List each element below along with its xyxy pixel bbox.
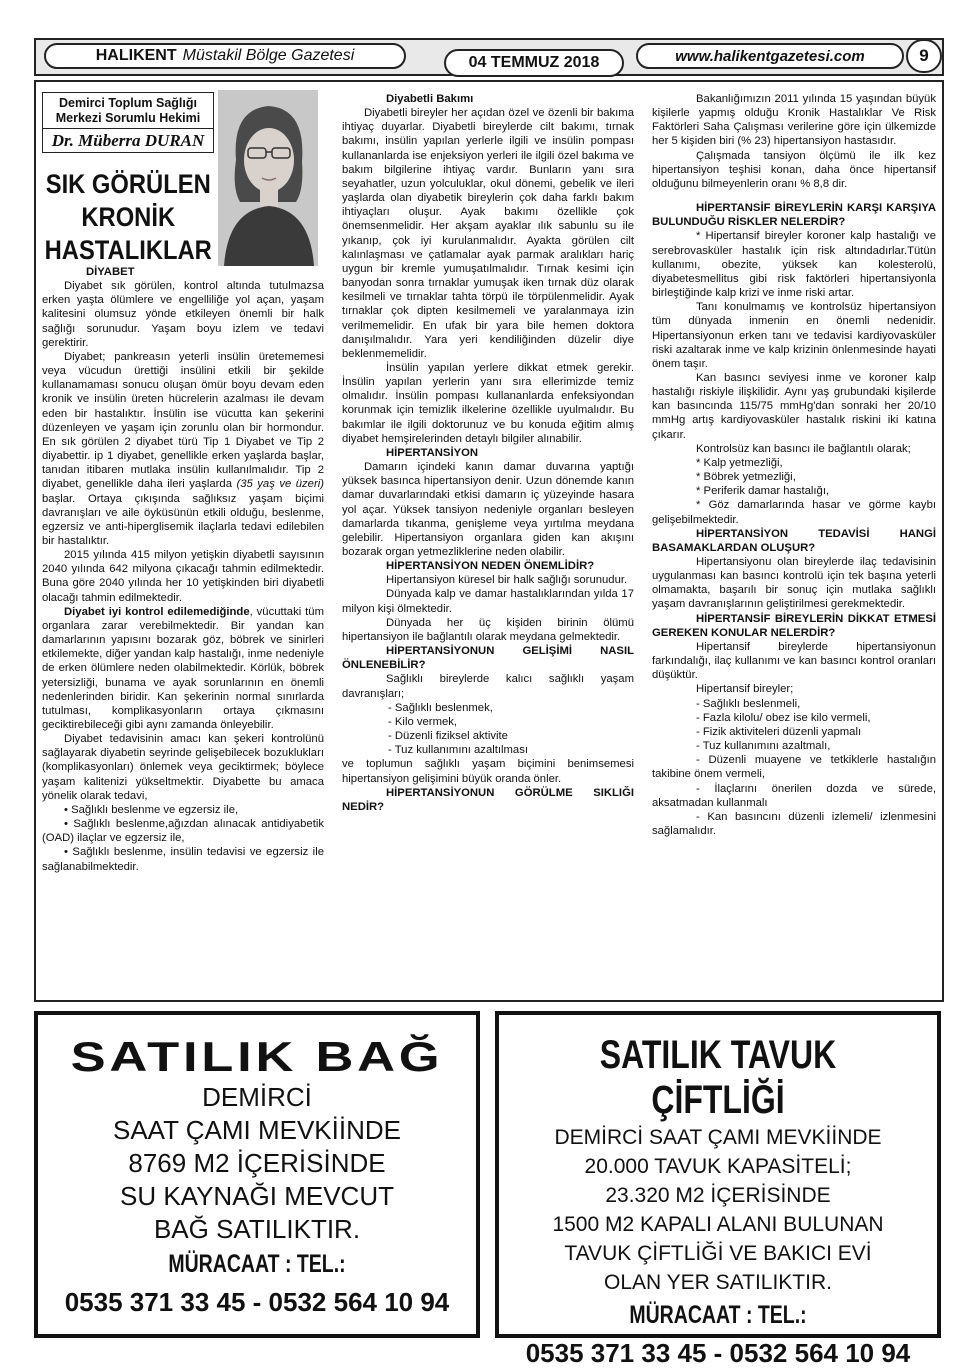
newspaper-subtitle: Müstakil Bölge Gazetesi (182, 47, 355, 64)
paragraph-bold: Diyabet iyi kontrol edilemediğinde (64, 605, 250, 618)
ad-line: DEMİRCİ (202, 1082, 312, 1112)
masthead-pill (44, 43, 406, 69)
list-item: - Tuz kullanımını azaltılması (388, 744, 529, 757)
newspaper-name: HALIKENT (95, 47, 177, 64)
paragraph: Hipertansif bireylerde hipertansiyonun farkındalığı, ilaç kullanımı ve kan basıncı kontrol oranları düşüktür. (652, 640, 936, 682)
ad-title: SATILIK TAVUK ÇİFTLİĞİ (599, 1033, 837, 1122)
ad-line: TAVUK ÇİFTLİĞİ VE BAKICI EVİ (564, 1242, 872, 1265)
section-heading: Diyabetli Bakımı (386, 93, 474, 105)
ad-contact: MÜRACAAT : TEL.: (629, 1301, 807, 1329)
list-item: - Fizik aktiviteleri düzenli yapmalı (696, 725, 862, 738)
list-item: - Fazla kilolu/ obez ise kilo vermeli, (696, 711, 871, 724)
paragraph: ve toplumun sağlıklı yaşam biçimini benimsemesi hipertansiyon gelişimini büyük oranda önler. (342, 758, 634, 785)
ad-line: SAAT ÇAMI MEVKİİNDE (113, 1115, 401, 1145)
section-heading: HİPERTANSİF BİREYLERİN KARŞI KARŞIYA BULUNDUĞU RİSKLER NELERDİR? (652, 202, 936, 229)
list-item: * Böbrek yetmezliği, (696, 471, 796, 484)
paragraph: Çalışmada tansiyon ölçümü ile ilk kez hipertansiyon teşhisi konan, daha önce hipertansif olduğunu bilmeyenlerin oranı % 8,8 dir. (652, 149, 936, 190)
section-heading: HİPERTANSİYONUN GÖRÜLME SIKLIĞI NEDİR? (342, 786, 634, 813)
paragraph: Dünyada her üç kişiden birinin ölümü hipertansiyon ile bağlantılı olarak meydana gelmektedir. (342, 616, 634, 643)
paragraph: Hipertansiyon küresel bir halk sağlığı sorunudur. (386, 574, 628, 587)
paragraph: Kan basıncı seviyesi inme ve koroner kalp hastalığı riskiyle ilişkilidir. Aynı yaş grubundaki kişilerde kan basıncında 115/75 mmHg'dan sonraki her 20/10 mmHg artış kardiyovasküler hastalık riskini iki katına çıkarır. (652, 371, 936, 441)
list-item: * Periferik damar hastalığı, (696, 485, 830, 498)
bullet-item: • Sağlıklı beslenme ve egzersiz ile, (64, 803, 239, 816)
paragraph: Hipertansif bireyler; (696, 683, 794, 696)
list-item: - Sağlıklı beslenmek, (388, 701, 493, 714)
article-frame (34, 80, 944, 1002)
paragraph: 2015 yılında 415 milyon yetişkin diyabetli sayısının 2040 yılında 642 milyona çıkacağı tahmin edilmektedir. Buna göre 2040 yılında her 10 yetişkinden biri diyabetli olacağı tahmin edilmektedir. (42, 549, 324, 604)
section-heading: HİPERTANSİYONUN GELİŞİMİ NASIL ÖNLENEBİLİR? (342, 645, 634, 672)
article-column-1 (42, 265, 324, 874)
section-heading: DİYABET (86, 266, 135, 278)
paragraph: Sağlıklı bireylerde kalıcı sağlıklı yaşam davranışları; (342, 673, 634, 700)
section-heading: HİPERTANSİYON NEDEN ÖNEMLİDİR? (386, 560, 595, 573)
paragraph: Tanı konulmamış ve kontrolsüz hipertansiyon tüm dünyada inmenin en önemli nedenidir. Hipertansiyonun erken tanı ve tedavisi kardiyovasküler riski azaltarak inme ve kalp krizinin önlenmesinde hayati önem taşır. (652, 301, 936, 370)
list-item: - İlaçlarını önerilen dozda ve sürede, aksatmadan kullanmalı (652, 782, 936, 809)
headline-line: SIK GÖRÜLEN (45, 169, 211, 199)
paragraph: Diyabet sık görülen, kontrol altında tutulmazsa erken yaşta ölümlere ve engelliliğe yol açan, yaşam kalitesini olumsuz yönde etkileyen önemli bir halk sağlığı sorunudur. Yaşam boyu izlem ve tedavi gerektirir. (42, 280, 324, 349)
list-item: * Göz damarlarında hasar ve görme kaybı gelişebilmektedir. (652, 499, 936, 526)
ad-phone[interactable]: 0535 371 33 45 - 0532 564 10 94 (525, 1338, 911, 1368)
bullet-item: • Sağlıklı beslenme, insülin tedavisi ve egzersiz ile sağlanabilmektedir. (42, 846, 324, 873)
ad-line: OLAN YER SATILIKTIR. (604, 1271, 832, 1294)
list-item: - Düzenli fiziksel aktivite (388, 730, 508, 743)
paragraph: * Hipertansif bireyler koroner kalp hastalığı ve serebrovasküler hastalık için risk altındadırlar.Tütün kullanımı, obezite, yüksek kan kolesterolü, diyabetesmellitus gibi risk faktörleri hipertansiyonla birleştiğinde kalp krizi ve inme riski artar. (652, 230, 936, 300)
paragraph: Diyabet tedavisinin amacı kan şekeri kontrolünü sağlayarak diyabetin seyrinde gelişebilecek bozuklukları (komplikasyonları) önlemek veya geciktirmek; böylece yaşam kalitenizi yükseltmektir. Diyabette bu amaca yönelik olarak tedavi, (42, 733, 324, 802)
paragraph-text: , vücuttaki tüm organlara zarar verebilmektedir. Bir yandan kan damarlarının yapısını bozarak göz, böbrek ve sinirleri etkilemekte, diğer yandan kalp hastalığı, inme nedeniyle de erken ölümlere neden olabilmektedir. Körlük, böbrek yetersizliği, bunama ve ayak sorunlarının en önemli nedenlerinden biridir. Kan şekerinin normal sınırlarda tutulması, komplikasyonların ortaya çıkmasını geciktirebileceği gibi aynı zamanda önleyebilir. (42, 605, 324, 731)
list-item: - Düzenli muayene ve tetkiklerle hastalığın takibine önem vermeli, (652, 754, 936, 781)
website-link[interactable]: www.halikentgazetesi.com (636, 43, 904, 69)
paragraph: Diyabetli bireyler her açıdan özel ve özenli bir bakıma ihtiyaç duyarlar. Diyabetli bireylerde cilt bakımı, tırnak bakımı, insülin yapılan yerlerle ilgili ve insülin pompası kullananlarda ise enjeksiyon yerleri ile ilgili özel bakıma ve bakım bilgilerine ihtiyaç vardır. Bunların yanı sıra seyahatler, uzun yolculuklar, okul dönemi, gebelik ve ileri yaşlarda olan diyabetik bireylerin çok daha farklı bakım ihtiyaçları oluşur. Ayak bakımı özellikle çok önemsenmelidir. Her akşam ayaklar ılık sabunlu su ile yıkanıp, çok iyi kurulanmalıdır. Ayakta görülen cilt kalınlaşması ve çatlamalar ayak parmak aralıkları hariç uygun bir kremle yumuşatılmalıdır. Tırnak kesimi için banyodan sonra tırnaklar yumuşak iken tırnak düz olarak kesilmeli ve tırnaklar tahta törpü ile törpülenmelidir. Ayak tırnaklar çok dipten kesilmemeli ve yaralanmaya izin verilmemelidir. En ufak bir yara bile hemen doktora danışılmalıdır. Yara yeri kendiliğinden düzelir diye beklenmemelidir. (342, 107, 634, 360)
paragraph: İnsülin yapılan yerlere dikkat etmek gerekir. İnsülin yapılan yerlerin yanı sıra ellerimizde temiz olmalıdır. İnsülin pompası kullananlarda enfeksiyondan korunmak için temizlik ilkelerine özellikle uyulmalıdır. Bu bakımlar ile ilgili doktorunuz ve bu konuda eğitim almış diyabet hemşirelerinden detaylı bilgiler alınabilir. (342, 361, 634, 445)
classified-ad-poultry-farm (495, 1011, 941, 1368)
ad-line: BAĞ SATILIKTIR. (153, 1214, 361, 1244)
paragraph: Bakanlığımızın 2011 yılında 15 yaşından büyük kişilerle yapmış olduğu Kronik Hastalıklar Ve Risk Faktörleri Saha Çalışması verilerine göre için ülkemizde her 5 kişiden biri (% 23) hipertansiyon hastasıdır. (652, 93, 936, 148)
article-column-2 (342, 92, 634, 814)
ad-line: 23.320 M2 İÇERİSİNDE (605, 1184, 831, 1207)
author-box (42, 92, 214, 153)
issue-date: 04 TEMMUZ 2018 (444, 49, 624, 77)
classified-ad-vineyard (34, 1011, 480, 1338)
paragraph-italic: (35 yaş ve üzeri) (236, 478, 324, 491)
author-portrait-image (218, 90, 318, 266)
bullet-item: • Sağlıklı beslenme,ağızdan alınacak antidiyabetik (OAD) ilaçlar ve egzersiz ile, (42, 818, 324, 845)
ad-line: DEMİRCİ SAAT ÇAMI MEVKİİNDE (554, 1126, 882, 1149)
author-role-line: Demirci Toplum Sağlığı (59, 96, 197, 110)
section-heading: HİPERTANSİYON (386, 446, 479, 459)
ad-line: 1500 M2 KAPALI ALANI BULUNAN (552, 1213, 884, 1236)
headline-line: HASTALIKLAR (44, 235, 212, 265)
article-headline (42, 168, 214, 267)
article-column-3 (652, 92, 936, 838)
list-item: - Sağlıklı beslenmeli, (696, 697, 801, 710)
paragraph (42, 605, 324, 732)
list-item: - Kilo vermek, (388, 715, 458, 728)
list-item: - Kan basıncını düzenli izlemeli/ izlenmesini sağlamalıdır. (652, 810, 936, 837)
author-portrait-icon (218, 90, 318, 266)
page-number: 9 (906, 39, 942, 73)
author-role (43, 93, 213, 128)
paragraph: Kontrolsüz kan basıncı ile bağlantılı olarak; (696, 442, 911, 455)
section-heading: HİPERTANSİF BİREYLERİN DİKKAT ETMESİ GEREKEN KONULAR NELERDİR? (652, 612, 936, 639)
paragraph: Damarın içindeki kanın damar duvarına yaptığı yüksek basınca hipertansiyon denir. Uzun dönemde kanın damar duvarlarındaki etkisi damarın iç yüzeyinde hasara yol açar. Yüksek tansiyon nedeniyle organları besleyen damarlarda tıkanma, genişleme veya yırtılma meydana gelebilir. Hipertansiyon organlara giden kan akışını bozarak organ yetmezliklerine neden olabilir. (342, 461, 634, 558)
ad-phone[interactable]: 0535 371 33 45 - 0532 564 10 94 (64, 1287, 450, 1317)
page-header (34, 38, 944, 76)
list-item: - Tuz kullanımını azaltmalı, (696, 740, 831, 753)
headline-line: KRONİK (81, 202, 176, 232)
ad-line: 20.000 TAVUK KAPASİTELİ; (584, 1155, 852, 1178)
paragraph: Dünyada kalp ve damar hastalıklarından yılda 17 milyon kişi ölmektedir. (342, 588, 634, 615)
list-item: * Kalp yetmezliği, (696, 456, 783, 469)
paragraph-text: başlar. Ortaya çıkışında sağlıksız yaşam biçimi davranışları ve aile öyküsünün etkili olduğu, beslenme, egzersiz ve anti-hiperglisemik ilaçlarla tedavi edilebilen bir hastalıktır. (42, 492, 324, 547)
ad-contact: MÜRACAAT : TEL.: (168, 1250, 346, 1278)
author-name: Dr. Müberra DURAN (43, 128, 213, 152)
section-heading: HİPERTANSİYON TEDAVİSİ HANGİ BASAMAKLARDAN OLUŞUR? (652, 527, 936, 554)
paragraph-text: Diyabet; pankreasın yeterli insülin üretememesi veya vücudun ürettiği insülini etkili bir şekilde kullanamaması sonucu oluşan ömür boyu devam eden kronik ve insülin üreten hücrelerin azalması ile devam eden bir hastalıktır. İnsülin ise vücutta kan şekerini düzenleyen ve yaşam için zorunlu olan bir hormondur. En sık görülen 2 diyabet türü Tip 1 Diyabet ve Tip 2 diyabettir. ip 1 diyabet, genellikle erken yaşlarda başlar, tanıdan itibaren mutlaka insülin kullanılmalıdır. Tip 2 diyabet, genellikle daha ileri yaşlarda (42, 350, 324, 491)
ad-line: SU KAYNAĞI MEVCUT (119, 1181, 394, 1211)
author-role-line: Merkezi Sorumlu Hekimi (55, 111, 201, 125)
paragraph: Hipertansiyonu olan bireylerde ilaç tedavisinin uygulanması kan basıncı kontrolü için tek başına yeterli olmamakta, başarılı bir sonuç için mutlaka sağlıklı yaşam davranışlarının geliştirilmesi gerekmektedir. (652, 556, 936, 611)
ad-line: 8769 M2 İÇERİSİNDE (128, 1148, 386, 1178)
ad-title: SATILIK BAĞ (70, 1033, 444, 1080)
paragraph (42, 350, 324, 548)
